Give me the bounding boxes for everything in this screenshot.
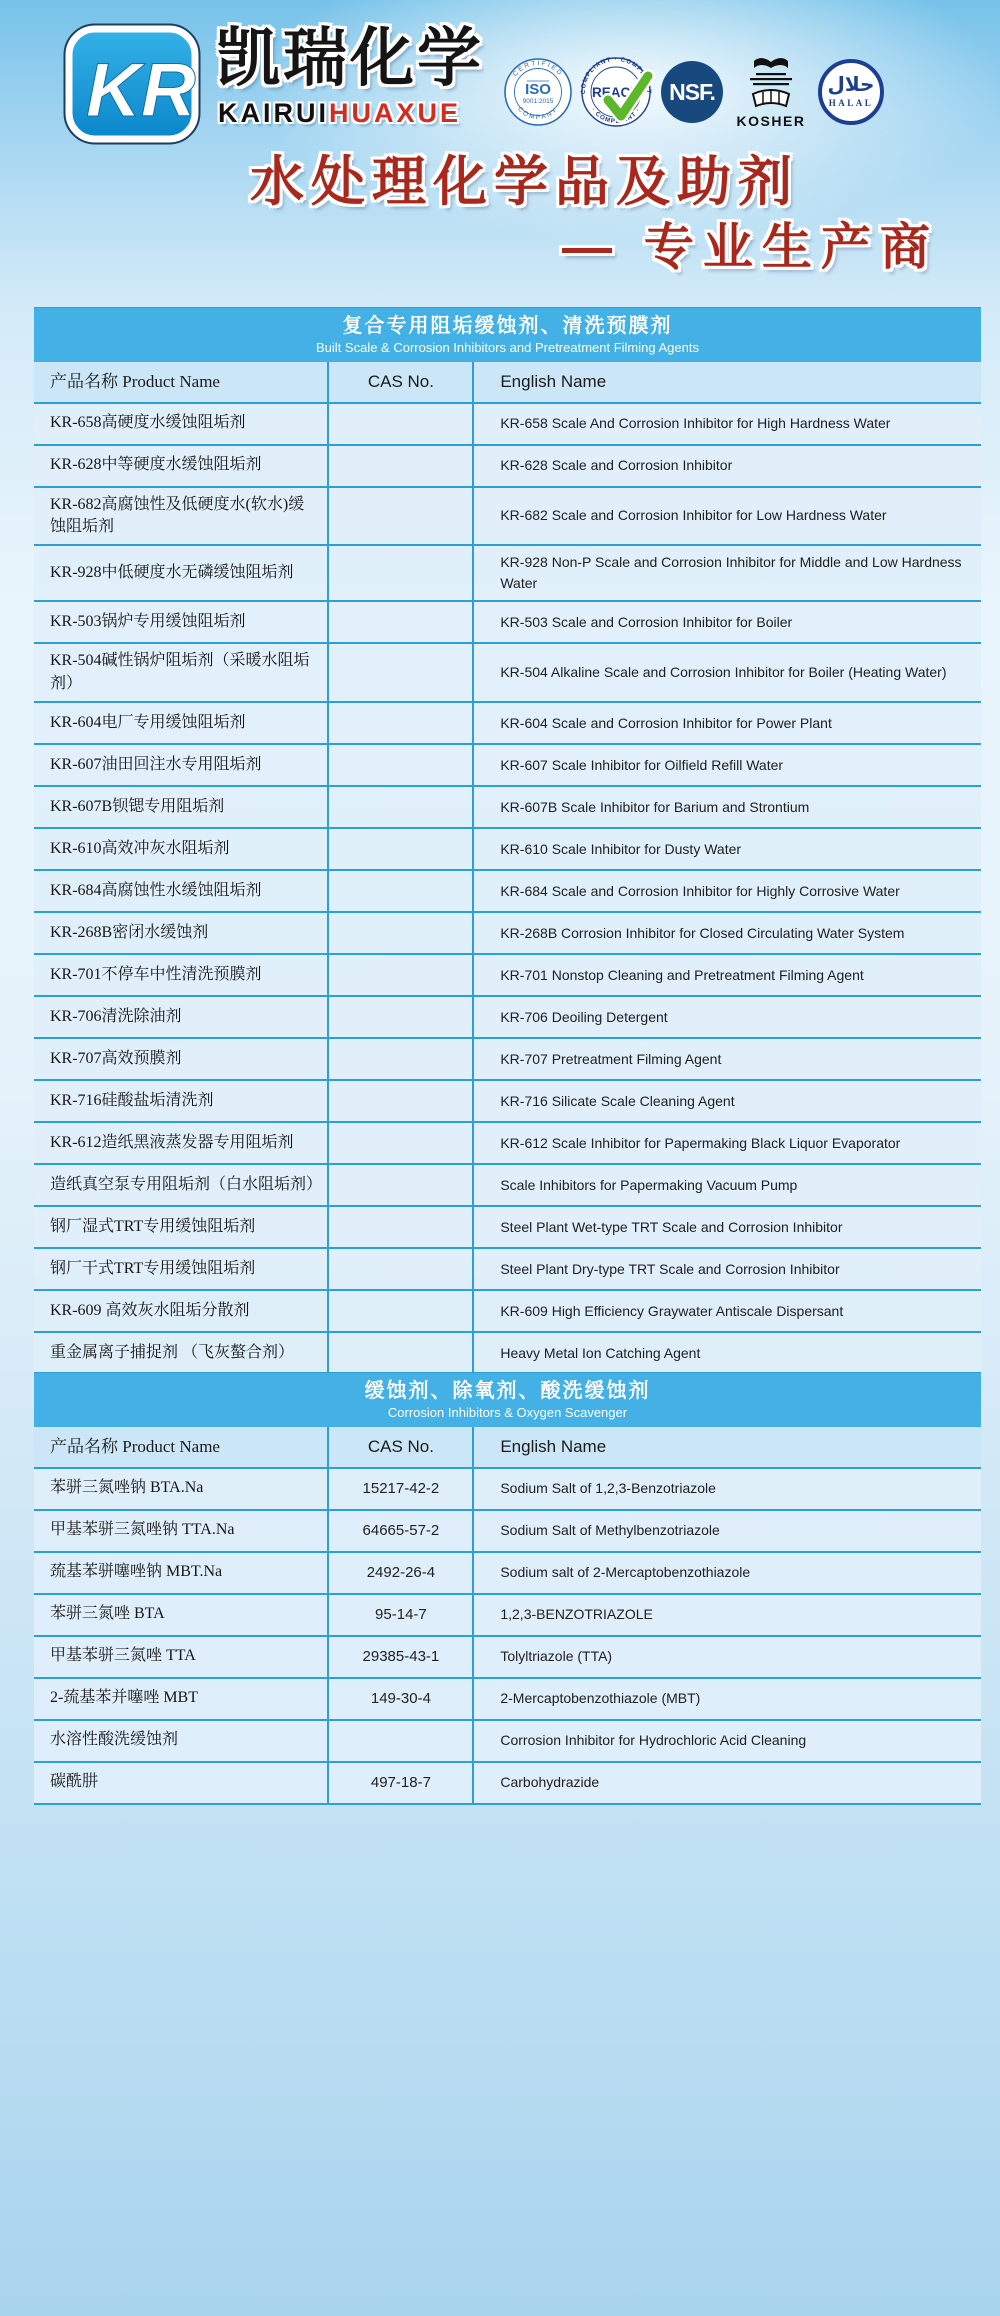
english-name-cell: KR-610 Scale Inhibitor for Dusty Water <box>500 840 742 857</box>
cas-number-cell <box>329 829 474 869</box>
table-row <box>34 1165 981 1207</box>
cas-number-cell <box>329 1249 474 1289</box>
table1-title-chinese: 复合专用阻垢缓蚀剂、清洗预膜剂 <box>342 315 673 337</box>
kr-logo-letters: KR <box>86 48 196 133</box>
brand-name-chinese: 凯瑞化学 <box>216 22 484 94</box>
cas-number-cell <box>329 1081 474 1121</box>
table2-header-row <box>34 1427 981 1469</box>
english-name-cell: 1,2,3-BENZOTRIAZOLE <box>500 1606 653 1623</box>
table-row <box>34 871 981 913</box>
english-name-cell: Heavy Metal Ion Catching Agent <box>500 1344 701 1361</box>
cas-number-cell: 2492-26-4 <box>329 1553 474 1593</box>
cas-number-cell <box>329 703 474 743</box>
table-row <box>34 745 981 787</box>
product-name-cell: 钢厂干式TRT专用缓蚀阻垢剂 <box>34 1249 329 1289</box>
english-name-cell: KR-612 Scale Inhibitor for Papermaking Black Liquor Evaporator <box>500 1134 901 1151</box>
table-row <box>34 1081 981 1123</box>
cas-number-cell: 64665-57-2 <box>329 1511 474 1551</box>
english-name-cell: KR-503 Scale and Corrosion Inhibitor for Boiler <box>500 613 793 630</box>
english-name-cell: KR-928 Non-P Scale and Corrosion Inhibitor for Middle and Low Hardness Water <box>500 554 962 592</box>
table-row <box>34 1511 981 1553</box>
column-header-english-name: English Name <box>500 1436 607 1456</box>
english-name-cell: KR-268B Corrosion Inhibitor for Closed Circulating Water System <box>500 924 905 941</box>
product-name-cell: 2-巯基苯并噻唑 MBT <box>34 1679 329 1719</box>
table-row <box>34 488 981 547</box>
table-row <box>34 404 981 446</box>
brand-huaxue: HUAXUE <box>329 98 462 128</box>
english-name-cell: KR-658 Scale And Corrosion Inhibitor for High Hardness Water <box>500 415 891 432</box>
english-name-cell: KR-607B Scale Inhibitor for Barium and Strontium <box>500 798 810 815</box>
cas-number-cell <box>329 1039 474 1079</box>
product-name-cell: KR-607B钡锶专用阻垢剂 <box>34 787 329 827</box>
table2-title-chinese: 缓蚀剂、除氧剂、酸洗缓蚀剂 <box>364 1380 651 1402</box>
english-name-cell: KR-504 Alkaline Scale and Corrosion Inhibitor for Boiler (Heating Water) <box>500 664 947 681</box>
table-row <box>34 1553 981 1595</box>
column-header-cas-no: CAS No. <box>329 1427 474 1467</box>
table1-title-band <box>34 307 981 362</box>
table-row <box>34 913 981 955</box>
table-row <box>34 997 981 1039</box>
cas-number-cell <box>329 1291 474 1331</box>
english-name-cell: KR-628 Scale and Corrosion Inhibitor <box>500 457 733 474</box>
english-name-cell: KR-604 Scale and Corrosion Inhibitor for Power Plant <box>500 714 832 731</box>
table-row <box>34 1469 981 1511</box>
table-row <box>34 446 981 488</box>
svg-text:حلال: حلال <box>827 72 875 96</box>
english-name-cell: KR-684 Scale and Corrosion Inhibitor for Highly Corrosive Water <box>500 882 900 899</box>
table-row <box>34 1721 981 1763</box>
table-row <box>34 644 981 703</box>
table-row <box>34 1291 981 1333</box>
cas-number-cell <box>329 913 474 953</box>
column-header-english-name: English Name <box>500 371 607 391</box>
product-name-cell: KR-684高腐蚀性水缓蚀阻垢剂 <box>34 871 329 911</box>
reach-compliant-badge-icon <box>578 54 654 130</box>
table-row <box>34 1679 981 1721</box>
product-name-cell: KR-607油田回注水专用阻垢剂 <box>34 745 329 785</box>
table-row <box>34 1207 981 1249</box>
cas-number-cell <box>329 997 474 1037</box>
product-name-cell: 钢厂湿式TRT专用缓蚀阻垢剂 <box>34 1207 329 1247</box>
english-name-cell: Steel Plant Wet-type TRT Scale and Corrosion Inhibitor <box>500 1218 843 1235</box>
column-header-product-name: 产品名称 Product Name <box>34 362 329 402</box>
product-name-cell: KR-628中等硬度水缓蚀阻垢剂 <box>34 446 329 486</box>
table-row <box>34 1637 981 1679</box>
product-name-cell: KR-706清洗除油剂 <box>34 997 329 1037</box>
cas-number-cell: 29385-43-1 <box>329 1637 474 1677</box>
table1-title-english: Built Scale & Corrosion Inhibitors and Pretreatment Filming Agents <box>316 340 699 355</box>
product-name-cell: KR-716硅酸盐垢清洗剂 <box>34 1081 329 1121</box>
english-name-cell: Corrosion Inhibitor for Hydrochloric Acid Cleaning <box>500 1732 807 1749</box>
table-row <box>34 546 981 602</box>
english-name-cell: 2-Mercaptobenzothiazole (MBT) <box>500 1690 701 1707</box>
svg-text:REACH: REACH <box>591 85 641 100</box>
table-row <box>34 955 981 997</box>
table2-body <box>34 1469 981 1805</box>
table1-body <box>34 404 981 1376</box>
english-name-cell: Scale Inhibitors for Papermaking Vacuum Pump <box>500 1176 798 1193</box>
cas-number-cell <box>329 602 474 642</box>
english-name-cell: Sodium salt of 2-Mercaptobenzothiazole <box>500 1564 751 1581</box>
product-name-cell: KR-707高效预膜剂 <box>34 1039 329 1079</box>
product-name-cell: KR-928中低硬度水无磷缓蚀阻垢剂 <box>34 546 329 600</box>
cas-number-cell <box>329 955 474 995</box>
nsf-badge-icon <box>659 59 725 125</box>
table-inhibitors-filming-agents <box>34 307 981 1375</box>
product-name-cell: KR-612造纸黑液蒸发器专用阻垢剂 <box>34 1123 329 1163</box>
table1-header-row <box>34 362 981 404</box>
table-corrosion-inhibitors-oxygen-scavenger <box>34 1372 981 1805</box>
english-name-cell: KR-682 Scale and Corrosion Inhibitor for Low Hardness Water <box>500 507 887 524</box>
slogan-line1: 水处理化学品及助剂 <box>250 152 799 212</box>
cas-number-cell <box>329 787 474 827</box>
table-row <box>34 1123 981 1165</box>
svg-text:ISO: ISO <box>525 81 551 98</box>
english-name-cell: Tolyltriazole (TTA) <box>500 1648 613 1665</box>
cas-number-cell <box>329 488 474 545</box>
brand-kairui: KAIRUI <box>218 98 329 128</box>
product-name-cell: KR-504碱性锅炉阻垢剂（采暖水阻垢剂） <box>34 644 329 701</box>
table-row <box>34 1039 981 1081</box>
brand-header <box>0 0 1000 150</box>
cas-number-cell <box>329 1165 474 1205</box>
svg-text:CERTIFIED: CERTIFIED <box>511 59 565 78</box>
table-row <box>34 1333 981 1375</box>
english-name-cell: KR-607 Scale Inhibitor for Oilfield Refill Water <box>500 756 784 773</box>
table-row <box>34 1595 981 1637</box>
cas-number-cell <box>329 404 474 444</box>
product-name-cell: 苯骈三氮唑 BTA <box>34 1595 329 1635</box>
english-name-cell: KR-706 Deoiling Detergent <box>500 1008 668 1025</box>
product-name-cell: KR-609 高效灰水阻垢分散剂 <box>34 1291 329 1331</box>
table-row <box>34 602 981 644</box>
slogan-line2: — 专业生产商 <box>562 219 939 275</box>
open-book-glyph <box>754 58 788 68</box>
english-name-cell: KR-707 Pretreatment Filming Agent <box>500 1050 722 1067</box>
cas-number-cell <box>329 1207 474 1247</box>
product-name-cell: KR-682高腐蚀性及低硬度水(软水)缓蚀阻垢剂 <box>34 488 329 545</box>
cas-number-cell <box>329 1123 474 1163</box>
english-name-cell: Sodium Salt of 1,2,3-Benzotriazole <box>500 1480 716 1497</box>
english-name-cell: Sodium Salt of Methylbenzotriazole <box>500 1522 720 1539</box>
product-name-cell: 甲基苯骈三氮唑钠 TTA.Na <box>34 1511 329 1551</box>
svg-text:· COMPLIANT ·: · COMPLIANT · <box>589 106 643 126</box>
product-name-cell: KR-604电厂专用缓蚀阻垢剂 <box>34 703 329 743</box>
column-header-cas-no: CAS No. <box>329 362 474 402</box>
cas-number-cell: 149-30-4 <box>329 1679 474 1719</box>
halal-badge-icon <box>817 58 885 126</box>
product-name-cell: KR-658高硬度水缓蚀阻垢剂 <box>34 404 329 444</box>
english-name-cell: Steel Plant Dry-type TRT Scale and Corrosion Inhibitor <box>500 1260 840 1277</box>
product-name-cell: 造纸真空泵专用阻垢剂（白水阻垢剂） <box>34 1165 329 1205</box>
svg-text:9001:2015: 9001:2015 <box>522 98 554 105</box>
english-name-cell: Carbohydrazide <box>500 1774 600 1791</box>
product-name-cell: KR-503锅炉专用缓蚀阻垢剂 <box>34 602 329 642</box>
cas-number-cell <box>329 446 474 486</box>
table-row <box>34 787 981 829</box>
svg-text:COMPANY: COMPANY <box>516 105 560 122</box>
cas-number-cell <box>329 1721 474 1761</box>
table-row <box>34 1763 981 1805</box>
kosher-badge-icon <box>730 50 812 134</box>
product-name-cell: 碳酰肼 <box>34 1763 329 1803</box>
table-row <box>34 703 981 745</box>
product-name-cell: 甲基苯骈三氮唑 TTA <box>34 1637 329 1677</box>
column-header-product-name: 产品名称 Product Name <box>34 1427 329 1467</box>
product-name-cell: 苯骈三氮唑钠 BTA.Na <box>34 1469 329 1509</box>
cas-number-cell <box>329 1333 474 1373</box>
product-name-cell: 巯基苯骈噻唑钠 MBT.Na <box>34 1553 329 1593</box>
table2-title-english: Corrosion Inhibitors & Oxygen Scavenger <box>387 1405 628 1420</box>
svg-text:COMPLIANT · COMPLIANT: COMPLIANT · COMPLIANT <box>579 56 653 95</box>
iso-9001-badge-icon <box>503 57 573 127</box>
english-name-cell: KR-701 Nonstop Cleaning and Pretreatment Filming Agent <box>500 966 864 983</box>
cas-number-cell <box>329 546 474 600</box>
certification-badges <box>503 50 885 134</box>
svg-text:NSF.: NSF. <box>669 79 715 105</box>
table2-title-band <box>34 1372 981 1427</box>
svg-text:KOSHER: KOSHER <box>736 113 806 129</box>
cas-number-cell <box>329 745 474 785</box>
product-name-cell: 水溶性酸洗缓蚀剂 <box>34 1721 329 1761</box>
english-name-cell: KR-609 High Efficiency Graywater Antiscale Dispersant <box>500 1302 844 1319</box>
product-name-cell: KR-268B密闭水缓蚀剂 <box>34 913 329 953</box>
svg-text:HALAL: HALAL <box>828 98 874 108</box>
cas-number-cell: 15217-42-2 <box>329 1469 474 1509</box>
kr-logo-icon <box>62 22 202 146</box>
product-name-cell: 重金属离子捕捉剂 （飞灰螯合剂） <box>34 1333 329 1373</box>
cas-number-cell: 95-14-7 <box>329 1595 474 1635</box>
product-name-cell: KR-701不停车中性清洗预膜剂 <box>34 955 329 995</box>
cas-number-cell <box>329 644 474 701</box>
english-name-cell: KR-716 Silicate Scale Cleaning Agent <box>500 1092 735 1109</box>
brand-name-english <box>218 100 461 127</box>
table-row <box>34 829 981 871</box>
product-name-cell: KR-610高效冲灰水阻垢剂 <box>34 829 329 869</box>
table-row <box>34 1249 981 1291</box>
cas-number-cell <box>329 871 474 911</box>
cas-number-cell: 497-18-7 <box>329 1763 474 1803</box>
